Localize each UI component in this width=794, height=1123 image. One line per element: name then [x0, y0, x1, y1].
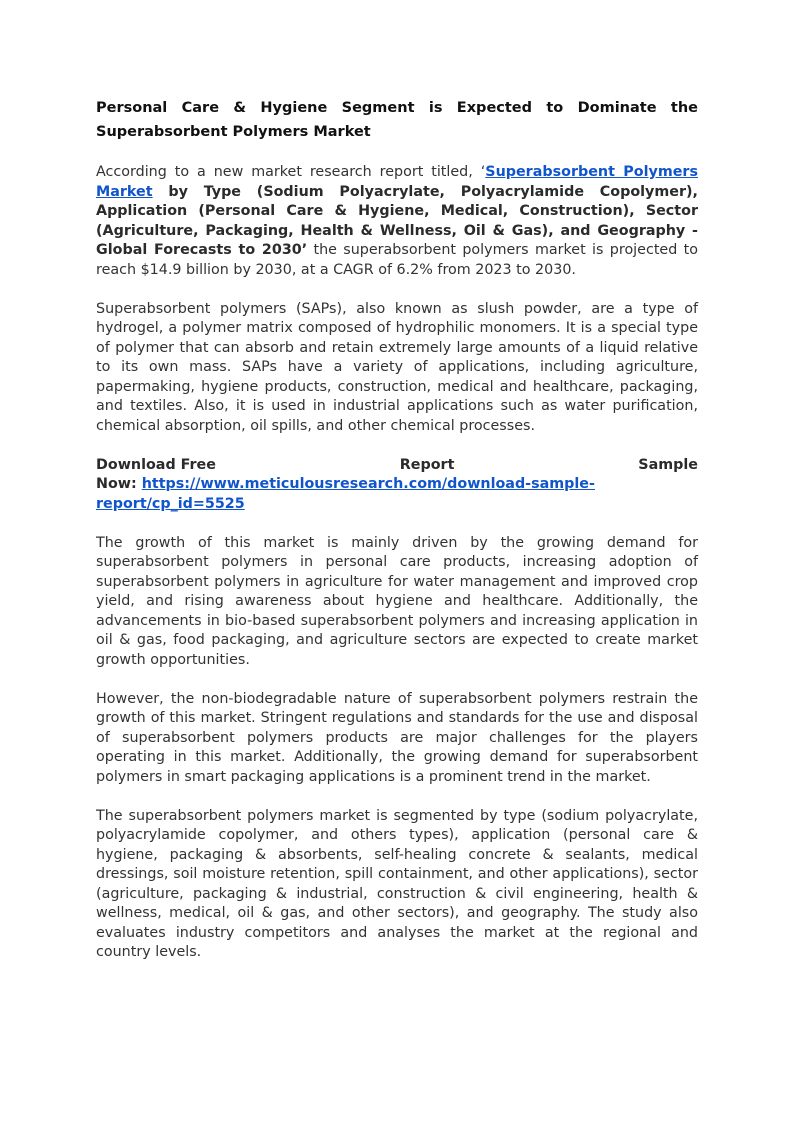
download-word-3: Sample: [638, 456, 698, 473]
report-title-link[interactable]: Superabsorbent Polymers Market: [96, 164, 698, 200]
definition-paragraph: Superabsorbent polymers (SAPs), also known as slush powder, are a type of hydrogel, a polymer matrix composed of hydrophilic monomers. It is a special type of polymer that can absorb and retain extremely large amounts of a liquid relative to its own mass. SAPs have a variety of applications, including agriculture, papermaking, hygiene products, construction, medical and healthcare, packaging, and textiles. Also, it is used in industrial applications such as water purification, chemical absorption, oil spills, and other chemical processes.: [96, 300, 698, 434]
page-title: Personal Care & Hygiene Segment is Expected to Dominate the Superabsorbent Polymers Market: [96, 100, 698, 140]
download-now-label: Now:: [96, 476, 142, 492]
download-sample-link[interactable]: https://www.meticulousresearch.com/download-sample-report/cp_id=5525: [96, 476, 595, 512]
intro-lead: According to a new market research report titled, ‘: [96, 164, 486, 180]
intro-paragraph: [96, 163, 698, 280]
download-url-line: [96, 475, 698, 514]
document-page: [96, 96, 698, 982]
restraint-paragraph: However, the non-biodegradable nature of superabsorbent polymers restrain the growth of this market. Stringent regulations and standards for the use and disposal of superabsorbent polymers products are major challenges for the players operating in this market. Additionally, the growing demand for superabsorbent polymers in smart packaging applications is a prominent trend in the market.: [96, 690, 698, 785]
download-heading-line: [96, 456, 698, 476]
download-word-2: Report: [399, 456, 455, 473]
download-word-1: Download Free: [96, 456, 216, 473]
growth-paragraph: The growth of this market is mainly driven by the growing demand for superabsorbent polymers in personal care products, increasing adoption of superabsorbent polymers in agriculture for water management and improved crop yield, and rising awareness about hygiene and healthcare. Additionally, the advancements in bio-based superabsorbent polymers and increasing application in oil & gas, food packaging, and agriculture sectors are expected to create market growth opportunities.: [96, 534, 698, 668]
intro-tail: the superabsorbent polymers market is projected to reach $14.9 billion by 2030, at a CAGR of 6.2% from 2023 to 2030.: [96, 242, 698, 278]
download-sample-block: [96, 456, 698, 515]
report-title-bold: by Type (Sodium Polyacrylate, Polyacrylamide Copolymer), Application (Personal Care & Hygiene, Medical, Construction), Sector (Agriculture, Packaging, Health & Wellness, Oil & Gas), and Geography - Global Forecasts to 2030’: [96, 183, 698, 258]
segmentation-paragraph: The superabsorbent polymers market is segmented by type (sodium polyacrylate, polyacrylamide copolymer, and others types), application (personal care & hygiene, packaging & absorbents, self-healing concrete & sealants, medical dressings, soil moisture retention, spill containment, and other applications), sector (agriculture, packaging & industrial, construction & civil engineering, health & wellness, medical, oil & gas, and other sectors), and geography. The study also evaluates industry competitors and analyses the market at the regional and country levels.: [96, 807, 698, 960]
